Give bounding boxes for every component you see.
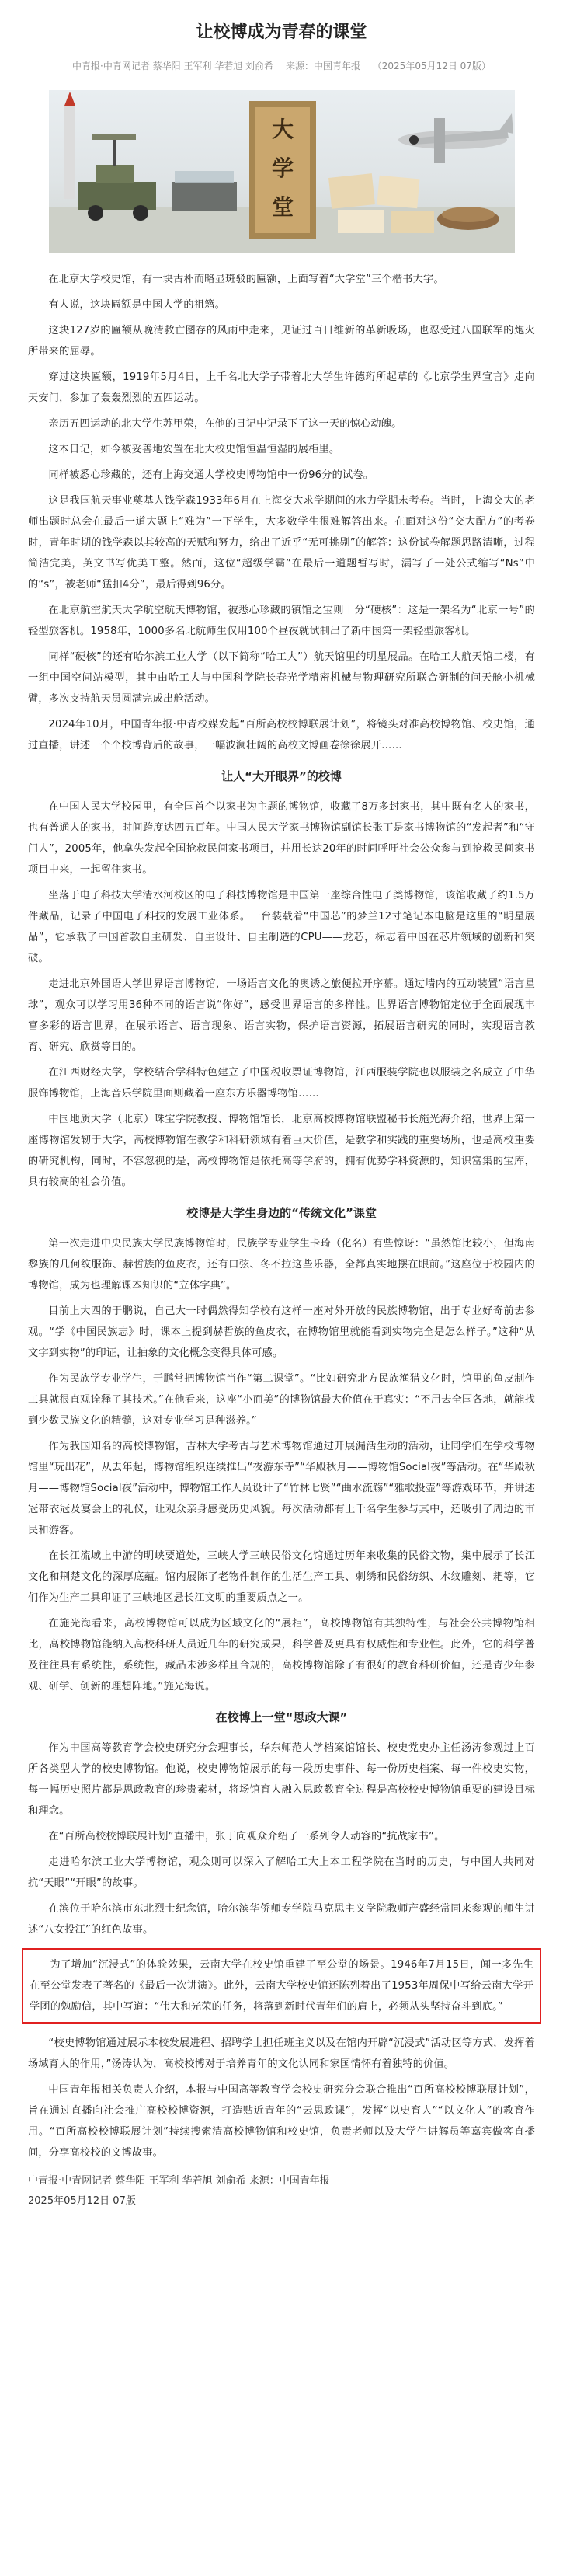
footer-authors: 中青报·中青网记者 蔡华阳 王军利 华若旭 刘俞希 来源：中国青年报 [28,2175,330,2187]
plaque-char-1: 大 [271,117,294,142]
artifact-icon [437,207,499,230]
paragraph: 作为中国高等教育学会校史研究分会理事长，华东师范大学档案馆馆长、校史党史办主任汤涛参观过上百所各类型大学的校史博物馆。他说，校史博物馆展示的每一段历史事件、每一份历史档案、每一件校史实物，每一幅历史照片都是思政教育的珍贵素材，将场馆育人融入思政教育全过程是高校校史博物馆重要的建设目标和理念。 [28,1742,535,1817]
paragraph: 走进哈尔滨工业大学博物馆，观众则可以深入了解哈工大上本工程学院在当时的历史，与中国人共同对抗“天眼”“开眼”的故事。 [28,1856,535,1889]
paragraph: 第一次走进中央民族大学民族博物馆时，民族学专业学生卡琦（化名）有些惊讶：“虽然馆比较小，但海南黎族的几何纹服饰、赫哲族的鱼皮衣，还有口弦、冬不拉这些乐器，全都真实地摆在眼前。”这座位于校园内的博物馆，成为也理解课本知识的“立体字典”。 [28,1238,535,1291]
paragraph: 同样“硬核”的还有哈尔滨工业大学（以下简称“哈工大”）航天馆里的明星展品。在哈工大航天馆二楼，有一组中国空间站模型，其中由哈工大与中国科学院长春光学精密机械与物理研究所联合研制的问天舱小机械臂，多次支持航天员圆满完成出舱活动。 [28,651,535,705]
meta-source: 中青报·中青网记者 蔡华阳 王军利 华若旭 刘俞希 [72,61,274,71]
footer-date: 2025年05月12日 07版 [28,2195,136,2207]
display-case-icon [172,171,237,211]
paragraph: 中国地质大学（北京）珠宝学院教授、博物馆馆长，北京高校博物馆联盟秘书长施光海介绍，世界上第一座博物馆发轫于大学，高校博物馆在教学和科研领域有着巨大价值，是教学和实践的重要场所，也是高校重要的研究机构，同时，不容忽视的是，高校博物馆是依托高等学府的，拥有优势学科资源的，知识富集的宝库，具有较高的社会价值。 [28,1114,535,1188]
article-meta [28,59,535,73]
paragraph: 在长江流域上中游的明峡要道处，三峡大学三峡民俗文化馆通过历年来收集的民俗文物，集中展示了长江文化和荆楚文化的深厚底蕴。馆内展陈了老物件制作的生活生产工具、刺绣和民俗纺织、木纹雕刻、耙等，它们作为生产工具印证了三峡地区悬长江文明的重要质点之一。 [28,1550,535,1604]
article-footer [28,2171,535,2212]
paragraph: 在施光海看来，高校博物馆可以成为区域文化的“展柜”，高校博物馆有其独特性，与社会公共博物馆相比，高校博物馆能纳入高校科研人员近几年的研究成果，科学普及更具有权威性和专业性。此外，它的科学普及往往具有系统性，系统性，藏品未涉多样且合规的，高校博物馆除了有很好的教育科研价值，还是青少年参观、研学、创新的理想阵地。”施光海说。 [28,1618,535,1692]
paragraph: 在中国人民大学校园里，有全国首个以家书为主题的博物馆，收藏了8万多封家书，其中既有名人的家书，也有普通人的家书，时间跨度达四五百年。中国人民大学家书博物馆副馆长张丁是家书博物馆的“发起者”和“守门人”，2005年，他拿失发起全国抢救民间家书项目，并用长达20年的时间呼吁社会公众参与到抢救民间家书项目中来，一起留住家书。 [28,801,535,876]
hero-image [49,90,515,253]
paragraph: 这本日记，如今被妥善地安置在北大校史馆恒温恒湿的展柜里。 [48,444,340,455]
paragraph: 坐落于电子科技大学清水河校区的电子科技博物馆是中国第一座综合性电子类博物馆，该馆收藏了约1.5万件藏品，记录了中国电子科技的发展工业体系。一台装载着“中国芯”的梦兰12寸笔记本电脑是这里的“明星展品”，它承载了中国首款自主研发、自主设计、自主制造的CPU——龙芯，标志着中国在芯片领域的创新和突破。 [28,890,535,964]
section-heading-2: 校博是大学生身边的“传统文化”课堂 [186,1206,377,1220]
meta-date: （2025年05月12日 07版） [372,61,491,71]
paragraph: 穿过这块匾额，1919年5月4日，上千名北大学子带着北大学生许德珩所起草的《北京学生界宣言》走向天安门，参加了轰轰烈烈的五四运动。 [28,371,535,404]
section-3 [28,1738,535,2163]
paragraph: 为了增加“沉浸式”的体验效果，云南大学在校史馆重建了至公堂的场景。1946年7月15日，闻一多先生在至公堂发表了著名的《最后一次讲演》。此外，云南大学校史馆还陈列着出了1953年周保中写给云南大学开学团的勉励信，其中写道：“伟大和光荣的任务，将落到新时代青年们的肩上，必须从头坚持奋斗到底。” [30,1959,533,2013]
airplane-icon [398,113,513,163]
paragraph: 在北京大学校史馆，有一块古朴而略显斑驳的匾额，上面写着“大学堂”三个楷书大字。 [48,274,444,285]
plaque-icon [249,101,316,239]
paragraph: 作为民族学专业学生，于鹏常把博物馆当作“第二课堂”。“比如研究北方民族渔猎文化时，馆里的鱼皮制作工具就很直观诠释了其技术。”在他看来，这座“小而美”的博物馆最大价值在于真实：“不用去全国各地，就能找到少数民族文化的精髓，这对专业学习是种滋养。” [28,1373,535,1427]
plaque-char-2: 学 [271,155,294,181]
radar-truck-icon [78,134,156,221]
paragraph: 这块127岁的匾额从晚清救亡图存的风雨中走来，见证过百日维新的革新吸场，也忍受过八国联军的炮火所带来的屈辱。 [28,325,535,357]
documents-icon [328,173,434,233]
paragraph: 亲历五四运动的北大学生苏甲荣，在他的日记中记录下了这一天的惊心动魄。 [48,418,402,430]
paragraph: 目前上大四的于鹏说，自己大一时偶然得知学校有这样一座对外开放的民族博物馆，出于专业好奇前去参观。“学《中国民族志》时，课本上提到赫哲族的鱼皮衣，在博物馆里就能看到实物完全是怎么样子。”这种“从文字到实物”的印证，让抽象的文化概念变得具体可感。 [28,1305,535,1359]
plaque-char-3: 堂 [271,194,294,220]
section-2 [28,1233,535,1697]
meta-from: 来源：中国青年报 [285,61,360,71]
paragraph: 有人说，这块匾额是中国大学的祖籍。 [48,299,225,311]
section-intro [28,269,535,756]
rocket-icon [64,92,75,199]
article-title: 让校博成为青春的课堂 [196,23,367,42]
paragraph: 在北京航空航天大学航空航天博物馆，被悉心珍藏的镇馆之宝则十分“硬核”：这是一架名为“北京一号”的轻型旅客机。1958年，1000多名北航师生仅用100个昼夜就试制出了新中国第一架轻型旅客机。 [28,605,535,637]
paragraph: 走进北京外国语大学世界语言博物馆，一场语言文化的奥诱之旅便拉开序幕。通过墙内的互动装置“语言星球”，观众可以学习用36种不同的语言说“你好”，感受世界语言的多样性。世界语言博物馆定位于全面展现丰富多彩的语言世界，在展示语言、语言现象、语言实物，保护语言资源，拓展语言研究的同时，实现语言教育、研究、欣赏等目的。 [28,978,535,1053]
section-heading-3: 在校博上一堂“思政大课” [215,1710,348,1724]
paragraph: 这是我国航天事业奠基人钱学森1933年6月在上海交大求学期间的水力学期末考卷。当时，上海交大的老师出题时总会在最后一道大题上“难为”一下学生，大多数学生很难解答出来。在面对这份“交大配方”的考卷时，青年时期的钱学森以其较高的天赋和努力，给出了近乎“无可挑剔”的解答：这份试卷解题思路清晰，过程简洁完美，英文书写优美工整。然而，这位“超级学霸”在最后一道题暂写时，漏写了一处公式缩写“Ns”中的“s”，被老师“猛扣4分”，最后得到96分。 [28,495,535,591]
paragraph: 在滨位于哈尔滨市东北烈士纪念馆，哈尔滨华侨师专学院马克思主义学院教师产盛经常同来参观的师生讲述“八女投江”的红色故事。 [28,1903,535,1936]
paragraph: 在江西财经大学，学校结合学科特色建立了中国税收票证博物馆，江西服装学院也以服装之名成立了中华服饰博物馆，上海音乐学院里面则藏着一座东方乐器博物馆…… [28,1067,535,1100]
highlighted-paragraph [22,1948,541,2024]
paragraph: 2024年10月，中国青年报·中青校媒发起“百所高校校博联展计划”，将镜头对准高校博物馆、校史馆，通过直播，讲述一个个校博背后的故事，一幅波澜壮阔的高校文博画卷徐徐展开…… [28,719,535,751]
paragraph: 在“百所高校校博联展计划”直播中，张丁向观众介绍了一系列令人动容的“抗战家书”。 [48,1831,445,1842]
paragraph: 作为我国知名的高校博物馆，吉林大学考古与艺术博物馆通过开展漏活生动的活动，让同学们在学校博物馆里“玩出花”，从去年起，博物馆组织连续推出“夜游东寺”“华殿秋月——博物馆Social夜”等活动。在“华殿秋月——博物馆Social夜”活动中，博物馆工作人员设计了“竹林七贤”“曲水流觞”“雅歌投壶”等游戏环节，并讲述冠带衣冠及宴会上的礼仪，让观众亲身感受历史风貌。每次活动都有上千名学生参与其中，还吸引了周边的市民和游客。 [28,1441,535,1536]
hero-illustration [49,90,515,253]
paragraph: 中国青年报相关负责人介绍，本报与中国高等教育学会校史研究分会联合推出“百所高校校博联展计划”，旨在通过直播向社会推广高校校博资源，打造贴近青年的“云思政课”，发挥“以史育人”“以文化人”的教育作用。“百所高校校博联展计划”持续搜索清高校博物馆和校史馆，负责老师以及大学生讲解员等嘉宾做客直播间，分享高校校的文博故事。 [28,2084,535,2159]
section-heading-1: 让人“大开眼界”的校博 [221,769,342,783]
paragraph: “校史博物馆通过展示本校发展进程、招聘学士担任班主义以及在馆内开辟“沉浸式”活动区等方式，发挥着场域育人的作用，”汤涛认为，高校校博对于培养青年的文化认同和家国情怀有着独特的价值。 [28,2037,535,2070]
paragraph: 同样被悉心珍藏的，还有上海交通大学校史博物馆中一份96分的试卷。 [48,469,374,481]
section-1 [28,797,535,1193]
